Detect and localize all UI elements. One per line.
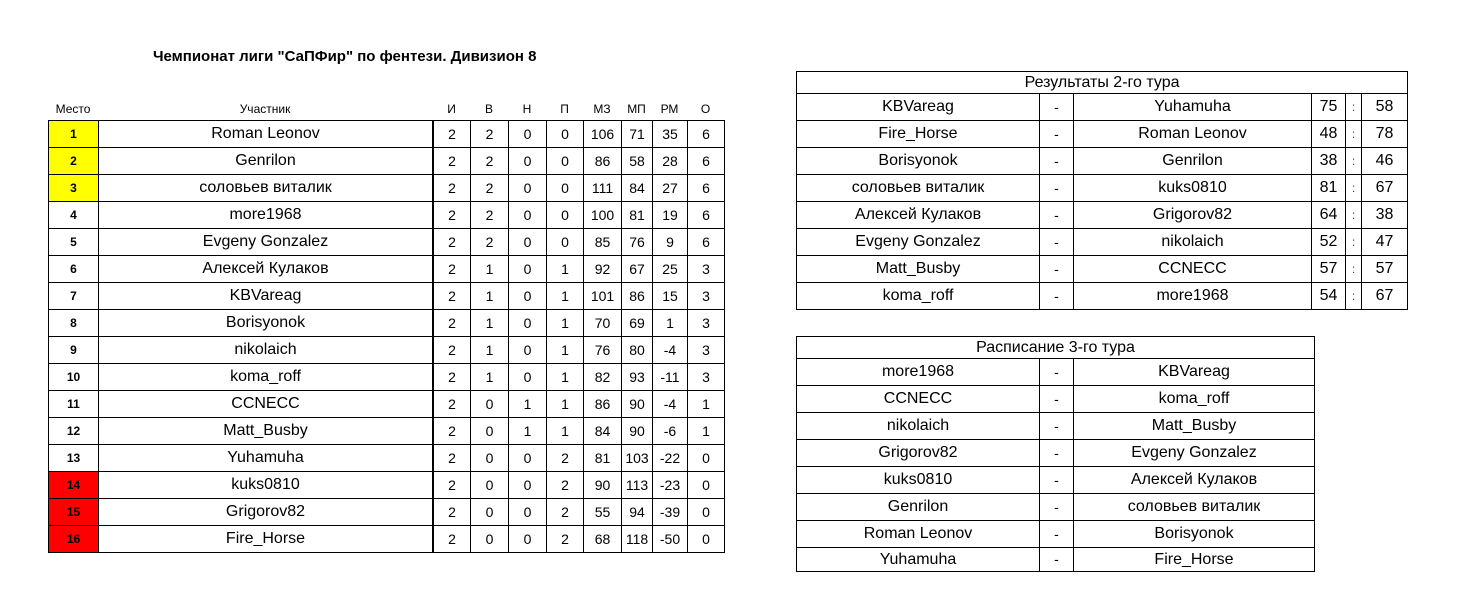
points-against-cell: 103 [622, 445, 653, 472]
wins-cell: 0 [471, 391, 509, 418]
player-name-cell: соловьев виталик [99, 175, 433, 202]
schedule-row [797, 548, 1315, 572]
separator-cell: - [1040, 175, 1074, 202]
standings-row [49, 175, 725, 202]
place-cell: 12 [49, 418, 99, 445]
points-for-cell: 76 [584, 337, 622, 364]
standings-row [49, 121, 725, 148]
draws-cell: 0 [509, 175, 547, 202]
wins-cell: 0 [471, 418, 509, 445]
home-score-cell: 38 [1312, 148, 1346, 175]
score-cell: 3 [688, 310, 725, 337]
points-for-cell: 86 [584, 148, 622, 175]
page-title: Чемпионат лиги "СаПФир" по фентези. Дивизион 8 [153, 48, 537, 65]
result-row [797, 121, 1408, 148]
separator-cell: - [1040, 467, 1074, 494]
away-team-cell: nikolaich [1074, 229, 1312, 256]
away-score-cell: 46 [1362, 148, 1408, 175]
away-team-cell: Fire_Horse [1074, 548, 1315, 572]
player-name-cell: Fire_Horse [99, 526, 433, 553]
result-row [797, 175, 1408, 202]
separator-cell: - [1040, 413, 1074, 440]
schedule-row [797, 467, 1315, 494]
points-for-cell: 92 [584, 256, 622, 283]
away-team-cell: Genrilon [1074, 148, 1312, 175]
draws-cell: 0 [509, 472, 547, 499]
points-against-cell: 93 [622, 364, 653, 391]
points-against-cell: 90 [622, 391, 653, 418]
header-points-for: МЗ [593, 102, 611, 116]
games-cell: 2 [434, 499, 471, 526]
home-score-cell: 52 [1312, 229, 1346, 256]
points-diff-cell: 25 [653, 256, 688, 283]
points-for-cell: 100 [584, 202, 622, 229]
points-diff-cell: 28 [653, 148, 688, 175]
games-cell: 2 [434, 175, 471, 202]
header-draws: Н [522, 102, 532, 116]
losses-cell: 1 [547, 337, 584, 364]
score-cell: 0 [688, 445, 725, 472]
separator-cell: - [1040, 148, 1074, 175]
separator-cell: - [1040, 121, 1074, 148]
schedule-row [797, 494, 1315, 521]
away-score-cell: 38 [1362, 202, 1408, 229]
header-games: И [447, 102, 456, 116]
player-name-cell: Evgeny Gonzalez [99, 229, 433, 256]
schedule-row [797, 521, 1315, 548]
losses-cell: 0 [547, 175, 584, 202]
points-against-cell: 67 [622, 256, 653, 283]
away-team-cell: CCNECC [1074, 256, 1312, 283]
points-for-cell: 85 [584, 229, 622, 256]
standings-row [49, 229, 725, 256]
points-for-cell: 90 [584, 472, 622, 499]
games-cell: 2 [434, 445, 471, 472]
losses-cell: 1 [547, 418, 584, 445]
points-for-cell: 55 [584, 499, 622, 526]
score-cell: 1 [688, 418, 725, 445]
points-against-cell: 76 [622, 229, 653, 256]
losses-cell: 1 [547, 364, 584, 391]
points-diff-cell: 19 [653, 202, 688, 229]
games-cell: 2 [434, 364, 471, 391]
place-cell: 10 [49, 364, 99, 391]
points-diff-cell: -11 [653, 364, 688, 391]
points-for-cell: 81 [584, 445, 622, 472]
wins-cell: 1 [471, 283, 509, 310]
draws-cell: 0 [509, 229, 547, 256]
home-team-cell: CCNECC [797, 386, 1040, 413]
points-for-cell: 82 [584, 364, 622, 391]
losses-cell: 1 [547, 283, 584, 310]
place-cell: 5 [49, 229, 99, 256]
points-diff-cell: -50 [653, 526, 688, 553]
games-cell: 2 [434, 229, 471, 256]
result-row [797, 94, 1408, 121]
away-team-cell: koma_roff [1074, 386, 1315, 413]
home-team-cell: Fire_Horse [797, 121, 1040, 148]
points-against-cell: 71 [622, 121, 653, 148]
standings-row [49, 526, 725, 553]
player-name-cell: KBVareag [99, 283, 433, 310]
losses-cell: 1 [547, 391, 584, 418]
home-team-cell: KBVareag [797, 94, 1040, 121]
away-team-cell: Evgeny Gonzalez [1074, 440, 1315, 467]
losses-cell: 2 [547, 526, 584, 553]
score-cell: 0 [688, 526, 725, 553]
home-team-cell: Genrilon [797, 494, 1040, 521]
points-diff-cell: -6 [653, 418, 688, 445]
away-score-cell: 78 [1362, 121, 1408, 148]
draws-cell: 0 [509, 499, 547, 526]
draws-cell: 0 [509, 337, 547, 364]
separator-cell: - [1040, 494, 1074, 521]
points-against-cell: 94 [622, 499, 653, 526]
draws-cell: 0 [509, 283, 547, 310]
score-colon: : [1346, 94, 1362, 121]
score-cell: 6 [688, 175, 725, 202]
score-cell: 3 [688, 337, 725, 364]
player-name-cell: kuks0810 [99, 472, 433, 499]
away-team-cell: more1968 [1074, 283, 1312, 310]
games-cell: 2 [434, 283, 471, 310]
away-score-cell: 57 [1362, 256, 1408, 283]
schedule-row [797, 386, 1315, 413]
results-table [796, 71, 1408, 310]
draws-cell: 0 [509, 526, 547, 553]
points-against-cell: 80 [622, 337, 653, 364]
home-team-cell: Borisyonok [797, 148, 1040, 175]
wins-cell: 1 [471, 256, 509, 283]
standings-row [49, 418, 725, 445]
place-cell: 8 [49, 310, 99, 337]
home-team-cell: kuks0810 [797, 467, 1040, 494]
wins-cell: 0 [471, 526, 509, 553]
home-score-cell: 75 [1312, 94, 1346, 121]
standings-row [49, 445, 725, 472]
games-cell: 2 [434, 526, 471, 553]
wins-cell: 2 [471, 175, 509, 202]
home-team-cell: Evgeny Gonzalez [797, 229, 1040, 256]
standings-table [48, 120, 725, 553]
header-score: О [700, 102, 711, 116]
score-cell: 3 [688, 256, 725, 283]
points-diff-cell: 1 [653, 310, 688, 337]
points-diff-cell: -4 [653, 391, 688, 418]
score-cell: 6 [688, 229, 725, 256]
place-cell: 9 [49, 337, 99, 364]
away-team-cell: KBVareag [1074, 359, 1315, 386]
points-against-cell: 118 [622, 526, 653, 553]
points-diff-cell: 15 [653, 283, 688, 310]
away-team-cell: Grigorov82 [1074, 202, 1312, 229]
away-team-cell: Yuhamuha [1074, 94, 1312, 121]
away-score-cell: 58 [1362, 94, 1408, 121]
away-score-cell: 67 [1362, 175, 1408, 202]
home-team-cell: Roman Leonov [797, 521, 1040, 548]
player-name-cell: nikolaich [99, 337, 433, 364]
draws-cell: 0 [509, 121, 547, 148]
points-diff-cell: -39 [653, 499, 688, 526]
draws-cell: 0 [509, 364, 547, 391]
wins-cell: 0 [471, 499, 509, 526]
points-diff-cell: -4 [653, 337, 688, 364]
draws-cell: 0 [509, 310, 547, 337]
score-cell: 3 [688, 283, 725, 310]
player-name-cell: Roman Leonov [99, 121, 433, 148]
home-team-cell: Grigorov82 [797, 440, 1040, 467]
losses-cell: 0 [547, 148, 584, 175]
games-cell: 2 [434, 148, 471, 175]
losses-cell: 1 [547, 310, 584, 337]
score-colon: : [1346, 175, 1362, 202]
place-cell: 15 [49, 499, 99, 526]
score-cell: 3 [688, 364, 725, 391]
standings-row [49, 337, 725, 364]
points-against-cell: 84 [622, 175, 653, 202]
score-colon: : [1346, 121, 1362, 148]
games-cell: 2 [434, 121, 471, 148]
player-name-cell: Алексей Кулаков [99, 256, 433, 283]
points-for-cell: 86 [584, 391, 622, 418]
place-cell: 13 [49, 445, 99, 472]
player-name-cell: Grigorov82 [99, 499, 433, 526]
place-cell: 4 [49, 202, 99, 229]
wins-cell: 0 [471, 445, 509, 472]
place-cell: 6 [49, 256, 99, 283]
separator-cell: - [1040, 202, 1074, 229]
score-colon: : [1346, 283, 1362, 310]
score-colon: : [1346, 256, 1362, 283]
score-cell: 0 [688, 499, 725, 526]
place-cell: 1 [49, 121, 99, 148]
header-place: Место [55, 102, 91, 116]
separator-cell: - [1040, 229, 1074, 256]
home-team-cell: соловьев виталик [797, 175, 1040, 202]
result-row [797, 148, 1408, 175]
away-team-cell: Алексей Кулаков [1074, 467, 1315, 494]
standings-row [49, 148, 725, 175]
separator-cell: - [1040, 283, 1074, 310]
away-team-cell: kuks0810 [1074, 175, 1312, 202]
home-team-cell: Yuhamuha [797, 548, 1040, 572]
away-team-cell: соловьев виталик [1074, 494, 1315, 521]
home-score-cell: 64 [1312, 202, 1346, 229]
points-for-cell: 106 [584, 121, 622, 148]
standings-row [49, 310, 725, 337]
results-caption: Результаты 2-го тура [797, 72, 1408, 94]
separator-cell: - [1040, 94, 1074, 121]
standings-row [49, 256, 725, 283]
header-points-diff: РМ [660, 102, 679, 116]
points-diff-cell: 27 [653, 175, 688, 202]
draws-cell: 0 [509, 445, 547, 472]
games-cell: 2 [434, 472, 471, 499]
games-cell: 2 [434, 337, 471, 364]
schedule-caption: Расписание 3-го тура [797, 337, 1315, 359]
standings-row [49, 364, 725, 391]
wins-cell: 1 [471, 337, 509, 364]
points-diff-cell: 35 [653, 121, 688, 148]
away-score-cell: 67 [1362, 283, 1408, 310]
score-cell: 0 [688, 472, 725, 499]
away-team-cell: Matt_Busby [1074, 413, 1315, 440]
points-for-cell: 111 [584, 175, 622, 202]
points-against-cell: 81 [622, 202, 653, 229]
draws-cell: 0 [509, 256, 547, 283]
points-diff-cell: -22 [653, 445, 688, 472]
schedule-row [797, 359, 1315, 386]
points-diff-cell: -23 [653, 472, 688, 499]
separator-cell: - [1040, 359, 1074, 386]
losses-cell: 0 [547, 121, 584, 148]
schedule-row [797, 413, 1315, 440]
result-row [797, 283, 1408, 310]
player-name-cell: Genrilon [99, 148, 433, 175]
losses-cell: 2 [547, 445, 584, 472]
standings-row [49, 283, 725, 310]
score-cell: 6 [688, 202, 725, 229]
place-cell: 3 [49, 175, 99, 202]
header-wins: В [484, 102, 493, 116]
standings-row [49, 499, 725, 526]
away-team-cell: Roman Leonov [1074, 121, 1312, 148]
separator-cell: - [1040, 256, 1074, 283]
standings-row [49, 391, 725, 418]
home-score-cell: 54 [1312, 283, 1346, 310]
games-cell: 2 [434, 256, 471, 283]
schedule-table [796, 336, 1315, 572]
games-cell: 2 [434, 391, 471, 418]
points-for-cell: 84 [584, 418, 622, 445]
schedule-row [797, 440, 1315, 467]
home-score-cell: 57 [1312, 256, 1346, 283]
points-against-cell: 113 [622, 472, 653, 499]
score-cell: 6 [688, 148, 725, 175]
separator-cell: - [1040, 440, 1074, 467]
score-cell: 1 [688, 391, 725, 418]
home-team-cell: nikolaich [797, 413, 1040, 440]
home-team-cell: more1968 [797, 359, 1040, 386]
header-losses: П [560, 102, 569, 116]
wins-cell: 0 [471, 472, 509, 499]
player-name-cell: Borisyonok [99, 310, 433, 337]
header-player: Участник [239, 102, 291, 116]
standings-row [49, 472, 725, 499]
player-name-cell: koma_roff [99, 364, 433, 391]
home-team-cell: koma_roff [797, 283, 1040, 310]
home-team-cell: Matt_Busby [797, 256, 1040, 283]
points-diff-cell: 9 [653, 229, 688, 256]
points-against-cell: 58 [622, 148, 653, 175]
points-for-cell: 70 [584, 310, 622, 337]
draws-cell: 1 [509, 418, 547, 445]
wins-cell: 2 [471, 229, 509, 256]
wins-cell: 1 [471, 310, 509, 337]
points-against-cell: 86 [622, 283, 653, 310]
standings-row [49, 202, 725, 229]
wins-cell: 2 [471, 148, 509, 175]
points-for-cell: 101 [584, 283, 622, 310]
player-name-cell: CCNECC [99, 391, 433, 418]
player-name-cell: more1968 [99, 202, 433, 229]
place-cell: 2 [49, 148, 99, 175]
home-score-cell: 48 [1312, 121, 1346, 148]
home-team-cell: Алексей Кулаков [797, 202, 1040, 229]
games-cell: 2 [434, 310, 471, 337]
losses-cell: 2 [547, 499, 584, 526]
separator-cell: - [1040, 548, 1074, 572]
player-name-cell: Yuhamuha [99, 445, 433, 472]
points-against-cell: 90 [622, 418, 653, 445]
losses-cell: 0 [547, 202, 584, 229]
draws-cell: 1 [509, 391, 547, 418]
losses-cell: 2 [547, 472, 584, 499]
games-cell: 2 [434, 202, 471, 229]
away-team-cell: Borisyonok [1074, 521, 1315, 548]
points-against-cell: 69 [622, 310, 653, 337]
separator-cell: - [1040, 521, 1074, 548]
home-score-cell: 81 [1312, 175, 1346, 202]
away-score-cell: 47 [1362, 229, 1408, 256]
header-points-against: МП [627, 102, 646, 116]
player-name-cell: Matt_Busby [99, 418, 433, 445]
result-row [797, 202, 1408, 229]
score-colon: : [1346, 202, 1362, 229]
score-colon: : [1346, 148, 1362, 175]
wins-cell: 2 [471, 202, 509, 229]
score-cell: 6 [688, 121, 725, 148]
score-colon: : [1346, 229, 1362, 256]
wins-cell: 2 [471, 121, 509, 148]
losses-cell: 0 [547, 229, 584, 256]
losses-cell: 1 [547, 256, 584, 283]
separator-cell: - [1040, 386, 1074, 413]
place-cell: 7 [49, 283, 99, 310]
draws-cell: 0 [509, 148, 547, 175]
place-cell: 11 [49, 391, 99, 418]
result-row [797, 229, 1408, 256]
draws-cell: 0 [509, 202, 547, 229]
result-row [797, 256, 1408, 283]
wins-cell: 1 [471, 364, 509, 391]
games-cell: 2 [434, 418, 471, 445]
points-for-cell: 68 [584, 526, 622, 553]
place-cell: 14 [49, 472, 99, 499]
place-cell: 16 [49, 526, 99, 553]
